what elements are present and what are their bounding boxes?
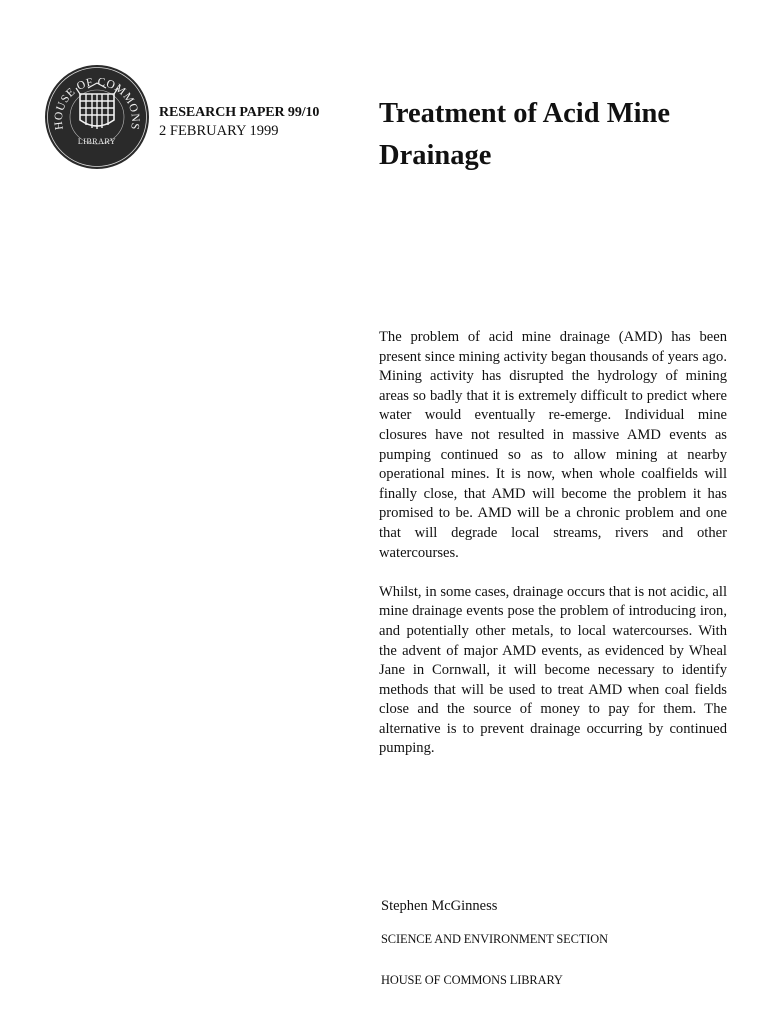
author-name: Stephen McGinness	[381, 898, 498, 914]
house-of-commons-library-logo	[44, 64, 150, 170]
summary-paragraph-1: The problem of acid mine drainage (AMD) has been present since mining activity began thousands of years ago. Mining activity has disrupted the hydrology of mining areas so badly that it is extremely difficult to predict where water would eventually re-emerge. Individual mine closures have not resulted in massive AMD events as pumping continued so as to allow mining at nearby operational mines. It is now, when whole coalfields will finally close, that AMD will become the problem it has promised to be. AMD will be a chronic problem and one that will degrade local streams, rivers and other watercourses.	[379, 329, 727, 561]
publication-date: 2 FEBRUARY 1999	[159, 123, 279, 139]
paper-meta	[159, 103, 359, 141]
summary-text	[379, 328, 727, 779]
logo-arc-text: HOUSE OF COMMONS	[52, 76, 142, 131]
paper-title: Treatment of Acid Mine Drainage	[379, 98, 671, 171]
section-name: SCIENCE AND ENVIRONMENT SECTION	[381, 932, 608, 946]
research-paper-number: RESEARCH PAPER 99/10	[159, 105, 320, 120]
logo-library-label: LIBRARY	[77, 137, 117, 146]
library-name: HOUSE OF COMMONS LIBRARY	[381, 973, 563, 987]
summary-paragraph-2: Whilst, in some cases, drainage occurs that is not acidic, all mine drainage events pose the problem of introducing iron, and potentially other metals, to local watercourses. With the advent of major AMD events, as evidenced by Wheal Jane in Cornwall, it will become necessary to identify methods that will be used to treat AMD when coal fields close and the source of money to pay for them. The alternative is to prevent drainage occurring by continued pumping.	[379, 583, 727, 757]
